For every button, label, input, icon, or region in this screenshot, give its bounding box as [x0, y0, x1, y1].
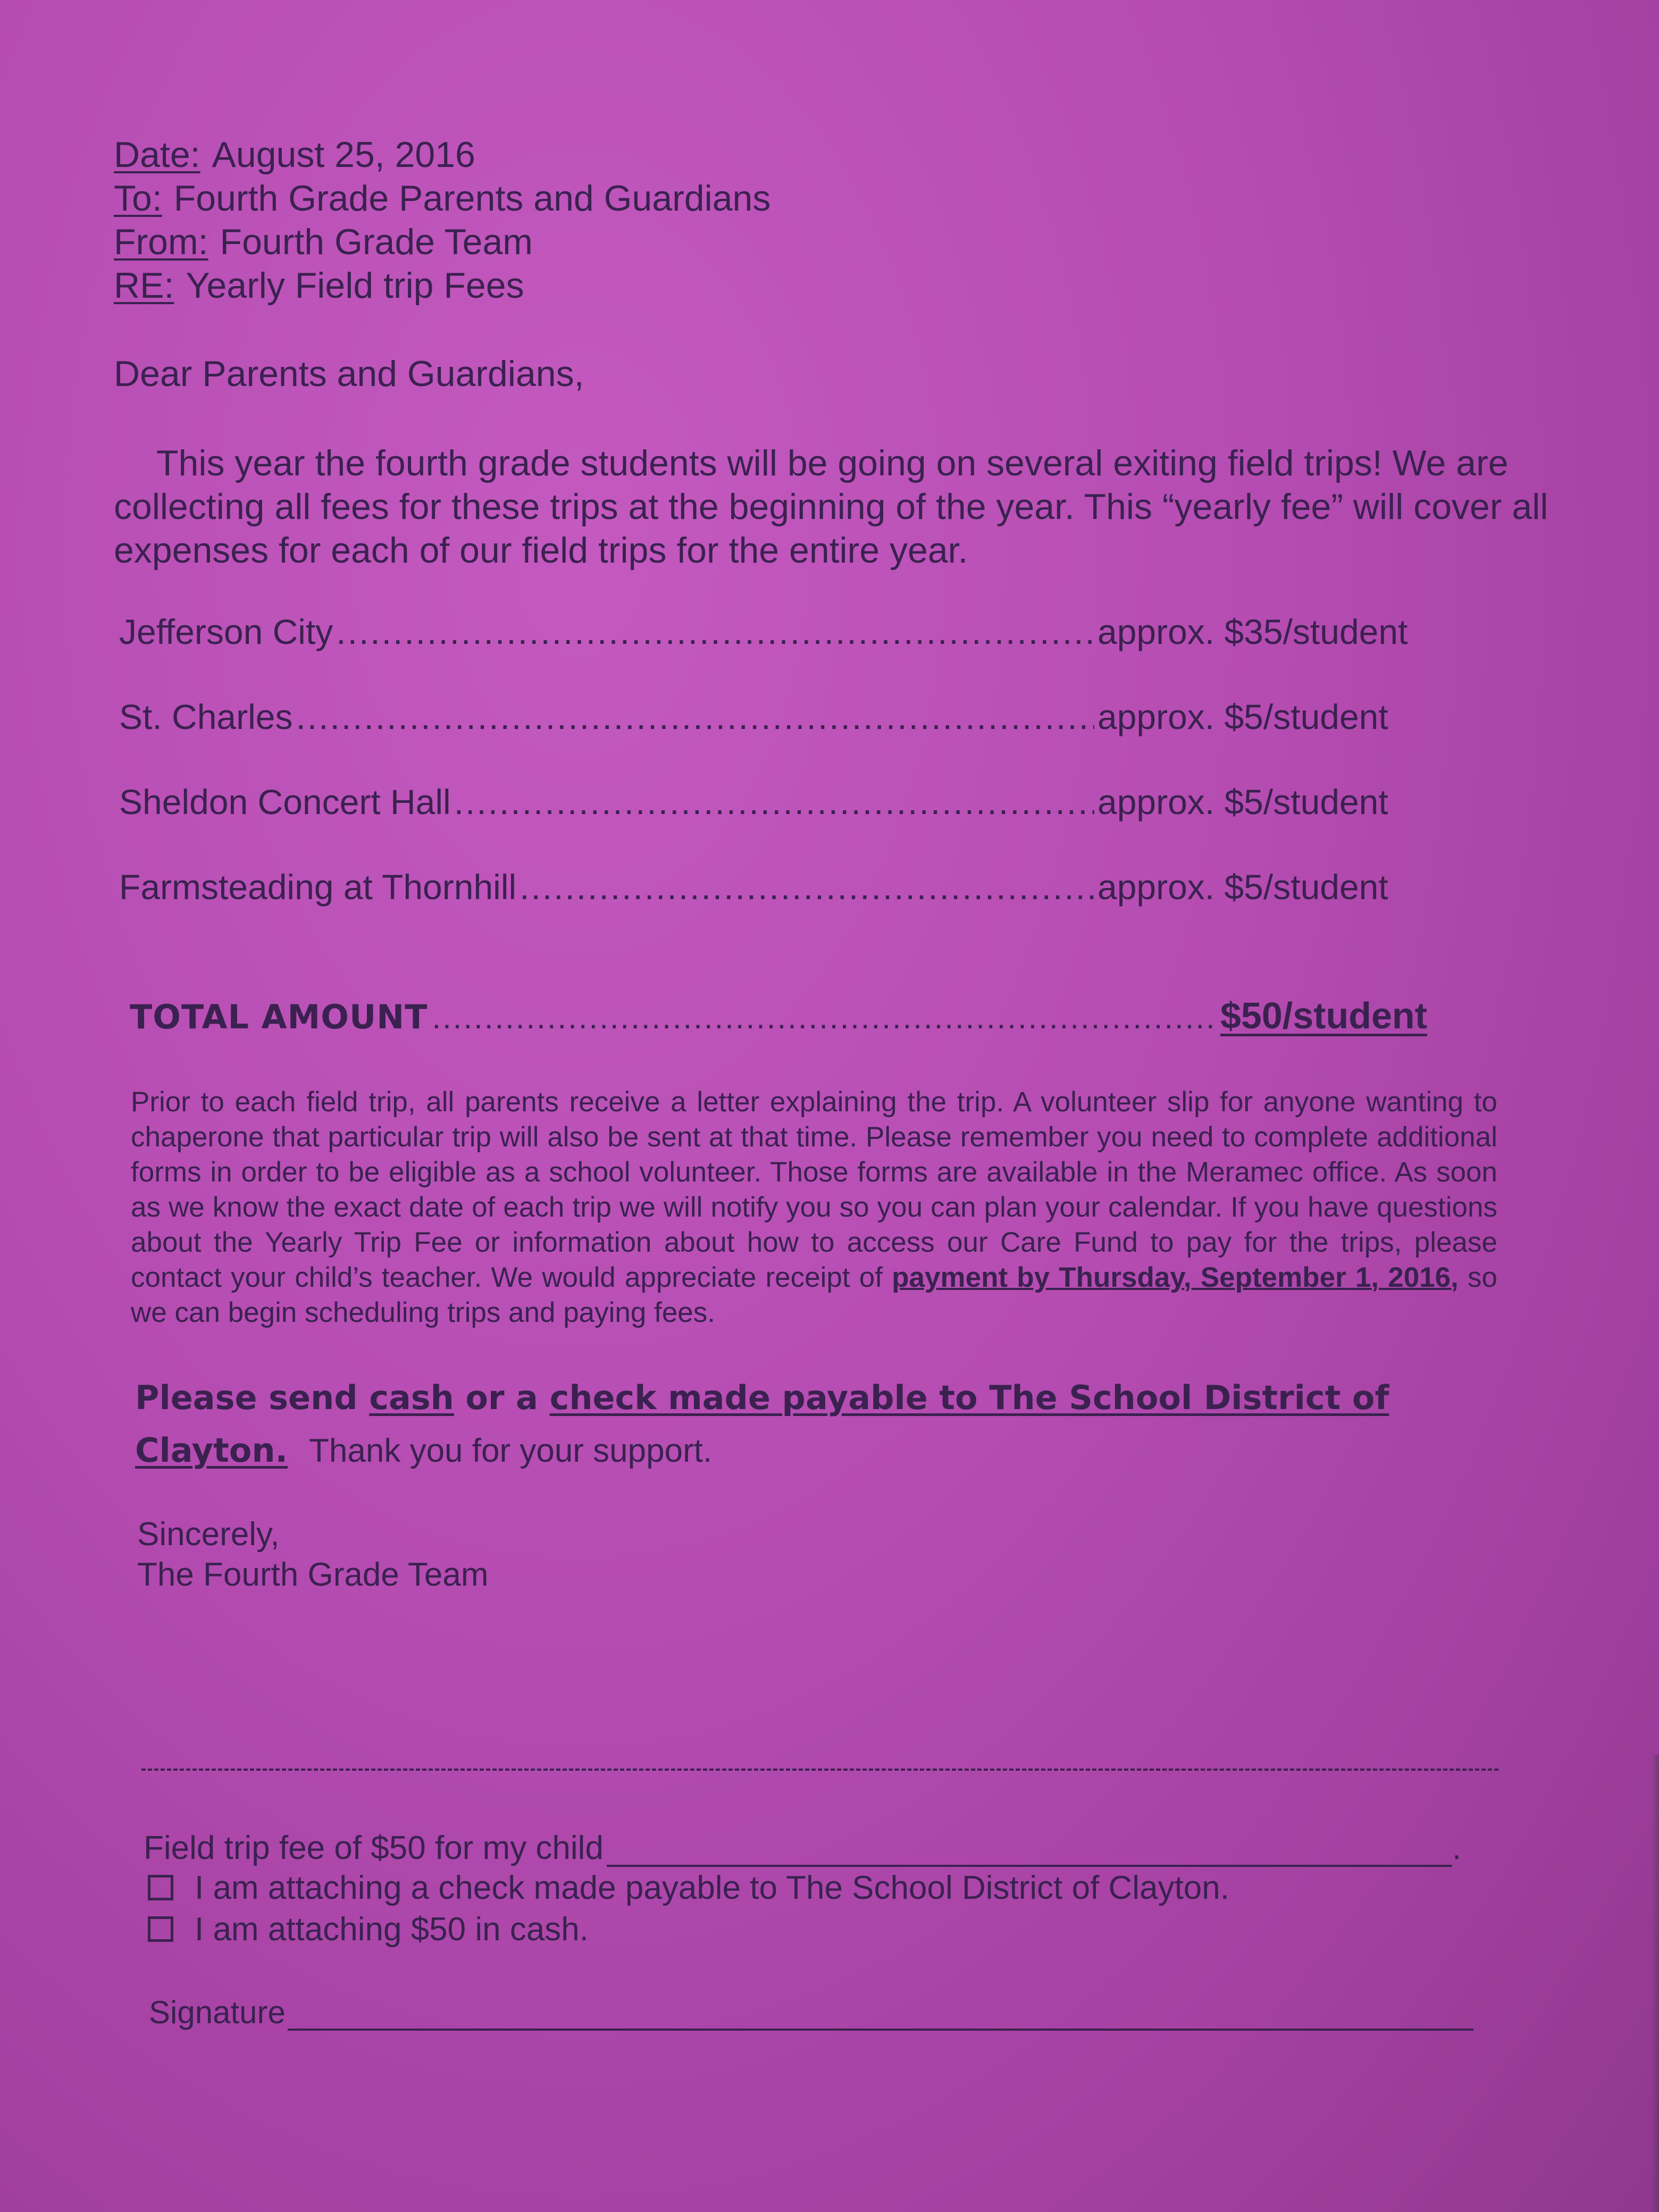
- total-label: TOTAL AMOUNT: [130, 998, 428, 1036]
- trip-name: Jefferson City: [119, 612, 333, 651]
- salutation: Dear Parents and Guardians,: [114, 354, 584, 394]
- trip-price: approx. $5/student: [1097, 782, 1388, 822]
- signature-line: [149, 1994, 1473, 2031]
- trip-name: Sheldon Concert Hall: [119, 782, 451, 822]
- trip-row: [119, 782, 1422, 867]
- intro-paragraph: This year the fourth grade students will be going on several exiting field trips! We are collecting all fees for these trips at the beginning of the year. This “yearly fee” will cover all expenses for each of our field trips for the entire year.: [114, 443, 1548, 571]
- total-amount: $50/student: [1220, 995, 1427, 1036]
- fee-line: [144, 1829, 1505, 1867]
- cash-option-label: I am attaching $50 in cash.: [195, 1911, 589, 1948]
- memo-from-key: From:: [114, 222, 208, 262]
- memo-from-row: [114, 220, 770, 264]
- memo-re-value: Yearly Field trip Fees: [186, 265, 524, 306]
- cash-option: [144, 1908, 1505, 1950]
- dot-leader: [432, 999, 1216, 1036]
- memo-re-row: [114, 264, 770, 307]
- payment-deadline: payment by Thursday, September 1, 2016,: [892, 1262, 1459, 1293]
- closing: [137, 1514, 489, 1595]
- send-text: Please send: [135, 1378, 370, 1417]
- memo-header: [114, 133, 770, 307]
- memo-to-row: [114, 177, 770, 220]
- trip-row: [119, 697, 1422, 782]
- trip-price: approx. $5/student: [1097, 867, 1388, 907]
- memo-to-key: To:: [114, 178, 162, 219]
- thank-you-text: Thank you for your support.: [309, 1432, 713, 1469]
- memo-re-key: RE:: [114, 265, 174, 306]
- dot-leader: [520, 867, 1094, 907]
- payment-instructions: [135, 1372, 1518, 1477]
- trip-price: approx. $5/student: [1097, 697, 1388, 736]
- details-text: Prior to each field trip, all parents receive a letter explaining the trip. A volunteer slip for anyone wanting to chaperone that particular trip will also be sent at that time. Please remember you need to complete additional forms in order to be eligible as a school volunteer. Those forms are available in the Meramec office. As soon as we know the exact date of each trip we will notify you so you can plan your calendar. If you have questions about the Yearly Trip Fee or information about how to access our Care Fund to pay for the trips, please contact your child’s teacher. We would appreciate receipt of: [131, 1086, 1497, 1293]
- details-tail: so we can begin scheduling trips and paying fees.: [131, 1262, 1497, 1328]
- trip-name: St. Charles: [119, 697, 293, 736]
- fee-line-label: Field trip fee of $50 for my child: [144, 1830, 604, 1866]
- fee-line-end: .: [1452, 1830, 1462, 1866]
- signature-field[interactable]: [288, 2002, 1473, 2031]
- memo-from-value: Fourth Grade Team: [220, 222, 533, 262]
- trip-name: Farmsteading at Thornhill: [119, 867, 517, 907]
- trip-row: [119, 867, 1422, 952]
- dot-leader: [454, 782, 1094, 822]
- check-option: [144, 1867, 1505, 1908]
- memo-date-row: [114, 133, 770, 177]
- trip-row: [119, 611, 1422, 697]
- dot-leader: [296, 697, 1094, 737]
- dot-leader: [336, 611, 1094, 652]
- closing-signer: The Fourth Grade Team: [137, 1556, 489, 1593]
- check-option-checkbox[interactable]: [148, 1875, 173, 1900]
- memo-to-value: Fourth Grade Parents and Guardians: [173, 178, 771, 219]
- child-name-field[interactable]: [607, 1836, 1452, 1867]
- cut-line: [141, 1769, 1498, 1771]
- memo-date-key: Date:: [114, 135, 200, 175]
- paper-edge-shadow: [1652, 1755, 1659, 2212]
- memo-date-value: August 25, 2016: [212, 135, 475, 175]
- return-slip: [144, 1829, 1505, 1950]
- signature-label: Signature: [149, 1995, 286, 2030]
- check-payee: check made payable to The School District of Clayton.: [135, 1378, 1389, 1470]
- total-amount-row: [130, 994, 1427, 1037]
- cash-option-checkbox[interactable]: [148, 1916, 173, 1942]
- closing-sincerely: Sincerely,: [137, 1516, 280, 1553]
- cash-emphasis: cash: [369, 1378, 454, 1417]
- check-option-label: I am attaching a check made payable to The School District of Clayton.: [195, 1869, 1229, 1906]
- send-or-text: or a: [454, 1378, 550, 1417]
- details-paragraph: [131, 1085, 1497, 1330]
- trip-price: approx. $35/student: [1097, 612, 1408, 651]
- trip-fee-list: [119, 611, 1422, 952]
